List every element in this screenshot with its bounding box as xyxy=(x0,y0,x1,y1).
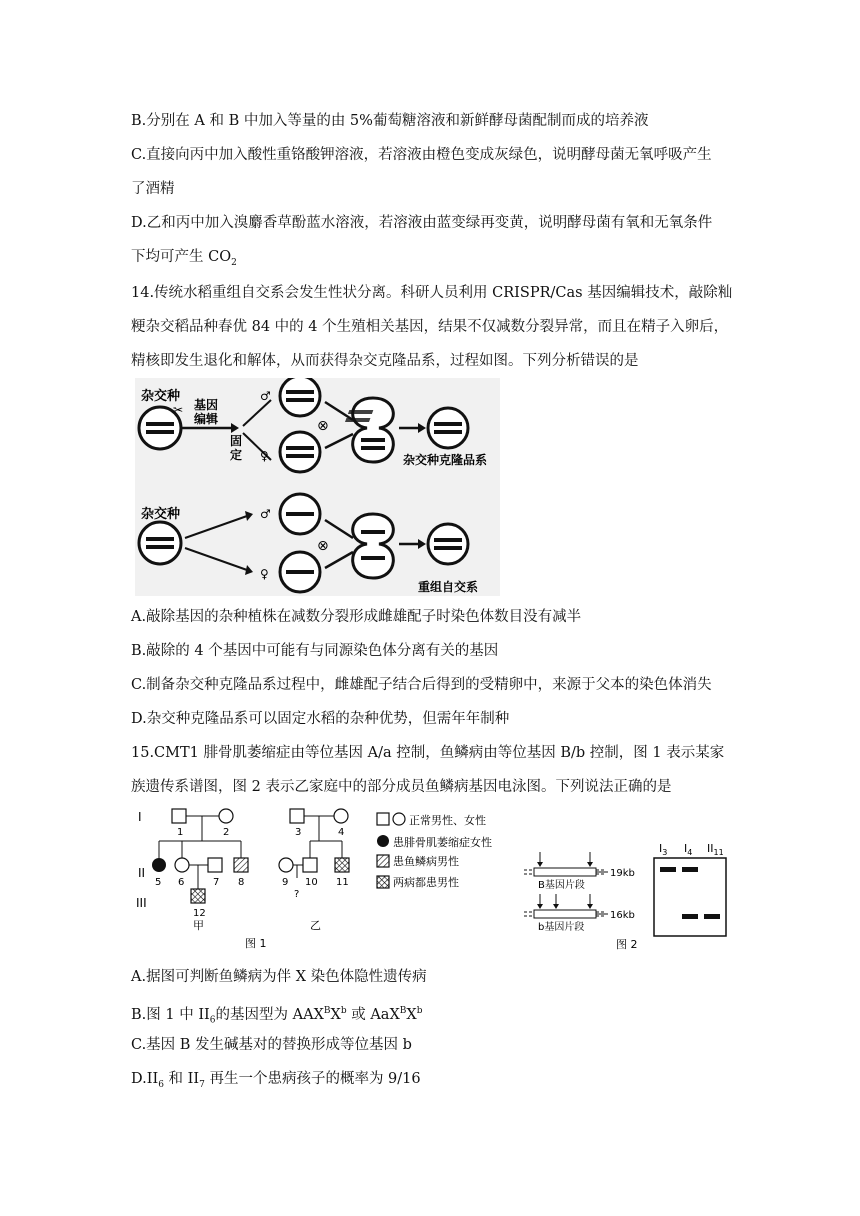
q14-figure xyxy=(135,378,500,596)
q15d-text2: 和 II xyxy=(163,1071,200,1087)
figure1-caption: 图 1 xyxy=(245,937,267,950)
legend-both-icon xyxy=(377,876,389,888)
gen-III-label: III xyxy=(136,896,147,910)
q15b-sup1: B xyxy=(323,1006,331,1016)
fix-label-1: 固 xyxy=(230,434,243,448)
b-small-fragment xyxy=(534,910,596,918)
q13-option-c-line2: 了酒精 xyxy=(131,181,175,197)
q15d-sub2: 7 xyxy=(199,1079,205,1090)
clone-cell xyxy=(428,408,468,448)
q15b-text1: B.图 1 中 II xyxy=(131,1006,210,1023)
q15-option-d xyxy=(131,1069,421,1095)
q15d-text3: 再生一个患病孩子的概率为 9/16 xyxy=(204,1071,421,1087)
q13-option-b: B.分别在 A 和 B 中加入等量的由 5%葡萄糖溶液和新鲜酵母菌配制而成的培养液 xyxy=(131,113,649,129)
band-i3-19kb xyxy=(660,867,676,872)
recomb-line-label: 重组自交系 xyxy=(418,580,479,594)
pedigree-figure xyxy=(130,803,505,953)
q15b-text5: X xyxy=(406,1006,417,1023)
legend-cmt-icon xyxy=(377,835,389,847)
q15-option-c: C.基因 B 发生碱基对的替换形成等位基因 b xyxy=(131,1037,412,1053)
i3-male xyxy=(290,809,304,823)
b-small-label: b基因片段 xyxy=(538,922,585,933)
top-hybrid-label: 杂交种 xyxy=(141,389,181,404)
female-symbol-top: ♀ xyxy=(260,449,269,463)
female-symbol-bottom: ♀ xyxy=(260,567,269,581)
ii7-male xyxy=(208,858,222,872)
ii5-affected-female xyxy=(152,858,166,872)
b-big-label: B基因片段 xyxy=(538,880,585,891)
scissors-icon: ✂ xyxy=(173,403,184,417)
legend-fish-icon xyxy=(377,855,389,867)
family-a-label: 甲 xyxy=(193,919,204,932)
i1-male xyxy=(172,809,186,823)
band-i4-16kb xyxy=(682,914,698,919)
male-symbol-top: ♂ xyxy=(260,389,271,403)
q14-stem-line3: 精核即发生退化和解体，从而获得杂交克隆品系，过程如图。下列分析错误的是 xyxy=(131,353,639,369)
legend-normal: 正常男性、女性 xyxy=(409,814,486,827)
q13-option-c-line1: C.直接向丙中加入酸性重铬酸钾溶液，若溶液由橙色变成灰绿色，说明酵母菌无氧呼吸产生 xyxy=(131,147,712,163)
kb16-label: 16kb xyxy=(610,910,635,921)
figure2-caption: 图 2 xyxy=(616,938,638,951)
hybrid-cell-bottom xyxy=(139,522,181,564)
female-gamete-top xyxy=(280,432,320,472)
label-11: 11 xyxy=(336,877,349,888)
cut-arrow-icon xyxy=(537,862,543,867)
gen-I-label: I xyxy=(138,810,142,824)
q14-option-a: A.敲除基因的杂种植株在减数分裂形成雌雄配子时染色体数目没有减半 xyxy=(131,609,582,625)
label-2: 2 xyxy=(223,827,230,838)
bottom-hybrid-label: 杂交种 xyxy=(141,507,181,522)
zygote-top xyxy=(353,398,394,462)
q13-option-d-text: 下均可产生 CO xyxy=(131,249,232,265)
label-5: 5 xyxy=(155,877,162,888)
i2-female xyxy=(219,809,233,823)
male-symbol-bottom: ♂ xyxy=(260,507,271,521)
q13-option-d-line2 xyxy=(131,247,237,273)
ii9-female xyxy=(279,858,293,872)
label-3: 3 xyxy=(295,827,302,838)
edit-label-1: 基因 xyxy=(194,398,219,412)
q15b-sup2: b xyxy=(340,1006,347,1016)
legend-both: 两病都患男性 xyxy=(393,876,459,889)
q14-option-b: B.敲除的 4 个基因中可能有与同源染色体分离有关的基因 xyxy=(131,643,499,659)
q15b-sup4: b xyxy=(416,1006,423,1016)
ii11-both-male xyxy=(335,858,349,872)
b-big-fragment xyxy=(534,868,596,876)
gen-II-label: II xyxy=(138,866,146,880)
legend-fish: 患鱼鳞病男性 xyxy=(393,855,459,868)
electrophoresis-figure xyxy=(520,840,730,955)
q15d-text1: D.II xyxy=(131,1071,159,1087)
family-b-label: 乙 xyxy=(310,919,321,932)
label-7: 7 xyxy=(213,877,220,888)
q15b-text2: 的基因型为 AAX xyxy=(215,1006,324,1023)
label-12: 12 xyxy=(193,908,206,919)
legend-cmt: 患腓骨肌萎缩症女性 xyxy=(393,836,492,849)
ii6-female xyxy=(175,858,189,872)
q15b-text3: X xyxy=(330,1006,341,1023)
unknown-child-label: ? xyxy=(294,889,300,900)
q13-option-d-line1: D.乙和丙中加入溴麝香草酚蓝水溶液，若溶液由蓝变绿再变黄，说明酵母菌有氧和无氧条件 xyxy=(131,215,713,231)
q15-option-b xyxy=(131,1001,423,1031)
lane-label-i3: $I_3$ xyxy=(659,842,668,857)
label-10: 10 xyxy=(305,877,318,888)
label-4: 4 xyxy=(338,827,345,838)
cross-symbol-bottom: ⊗ xyxy=(317,538,329,554)
legend-normal-male-icon xyxy=(377,813,389,825)
q15-stem-line1: 15.CMT1 腓骨肌萎缩症由等位基因 A/a 控制，鱼鳞病由等位基因 B/b 控制，图 1 表示某家 xyxy=(131,745,725,761)
edit-label-2: 编辑 xyxy=(194,412,219,426)
q15-stem-line2: 族遗传系谱图，图 2 表示乙家庭中的部分成员鱼鳞病基因电泳图。下列说法正确的是 xyxy=(131,779,672,795)
cut-arrow-icon xyxy=(537,904,543,909)
fix-label-2: 定 xyxy=(230,448,243,462)
recomb-cell xyxy=(428,524,468,564)
iii12-both-male xyxy=(191,889,205,903)
label-1: 1 xyxy=(177,827,184,838)
band-i4-19kb xyxy=(682,867,698,872)
lane-label-ii11: $II_{11}$ xyxy=(707,842,724,857)
cut-arrow-icon xyxy=(587,904,593,909)
cut-arrow-icon xyxy=(553,904,559,909)
q14-option-d: D.杂交种克隆品系可以固定水稻的杂种优势，但需年年制种 xyxy=(131,711,510,727)
q15b-text4: 或 AaX xyxy=(346,1006,400,1023)
zygote-bottom xyxy=(353,514,394,578)
co2-subscript: 2 xyxy=(231,257,237,268)
label-9: 9 xyxy=(282,877,289,888)
q14-stem-line1: 14.传统水稻重组自交系会发生性状分离。科研人员利用 CRISPR/Cas 基因编辑技术，敲除籼 xyxy=(131,285,733,301)
q15b-sub1: 6 xyxy=(209,1015,216,1026)
band-ii11-16kb xyxy=(704,914,720,919)
label-8: 8 xyxy=(238,877,245,888)
q15d-sub1: 6 xyxy=(158,1079,164,1090)
label-6: 6 xyxy=(178,877,185,888)
ii10-male xyxy=(303,858,317,872)
lane-label-i4: $I_4$ xyxy=(684,842,693,857)
male-gamete-top xyxy=(280,378,320,416)
clone-line-label: 杂交种克隆品系 xyxy=(403,453,488,467)
legend-normal-female-icon xyxy=(393,813,405,825)
q14-option-c: C.制备杂交种克隆品系过程中，雌雄配子结合后得到的受精卵中，来源于父本的染色体消失 xyxy=(131,677,712,693)
q15-option-a: A.据图可判断鱼鳞病为伴 X 染色体隐性遗传病 xyxy=(131,969,427,985)
q15b-sup3: B xyxy=(399,1006,407,1016)
q14-stem-line2: 粳杂交稻品种春优 84 中的 4 个生殖相关基因，结果不仅减数分裂异常，而且在精子入卵后， xyxy=(131,319,729,335)
cross-symbol-top: ⊗ xyxy=(317,418,329,434)
cut-arrow-icon xyxy=(587,862,593,867)
kb19-label: 19kb xyxy=(610,868,635,879)
i4-female xyxy=(334,809,348,823)
ii8-fish-male xyxy=(234,858,248,872)
